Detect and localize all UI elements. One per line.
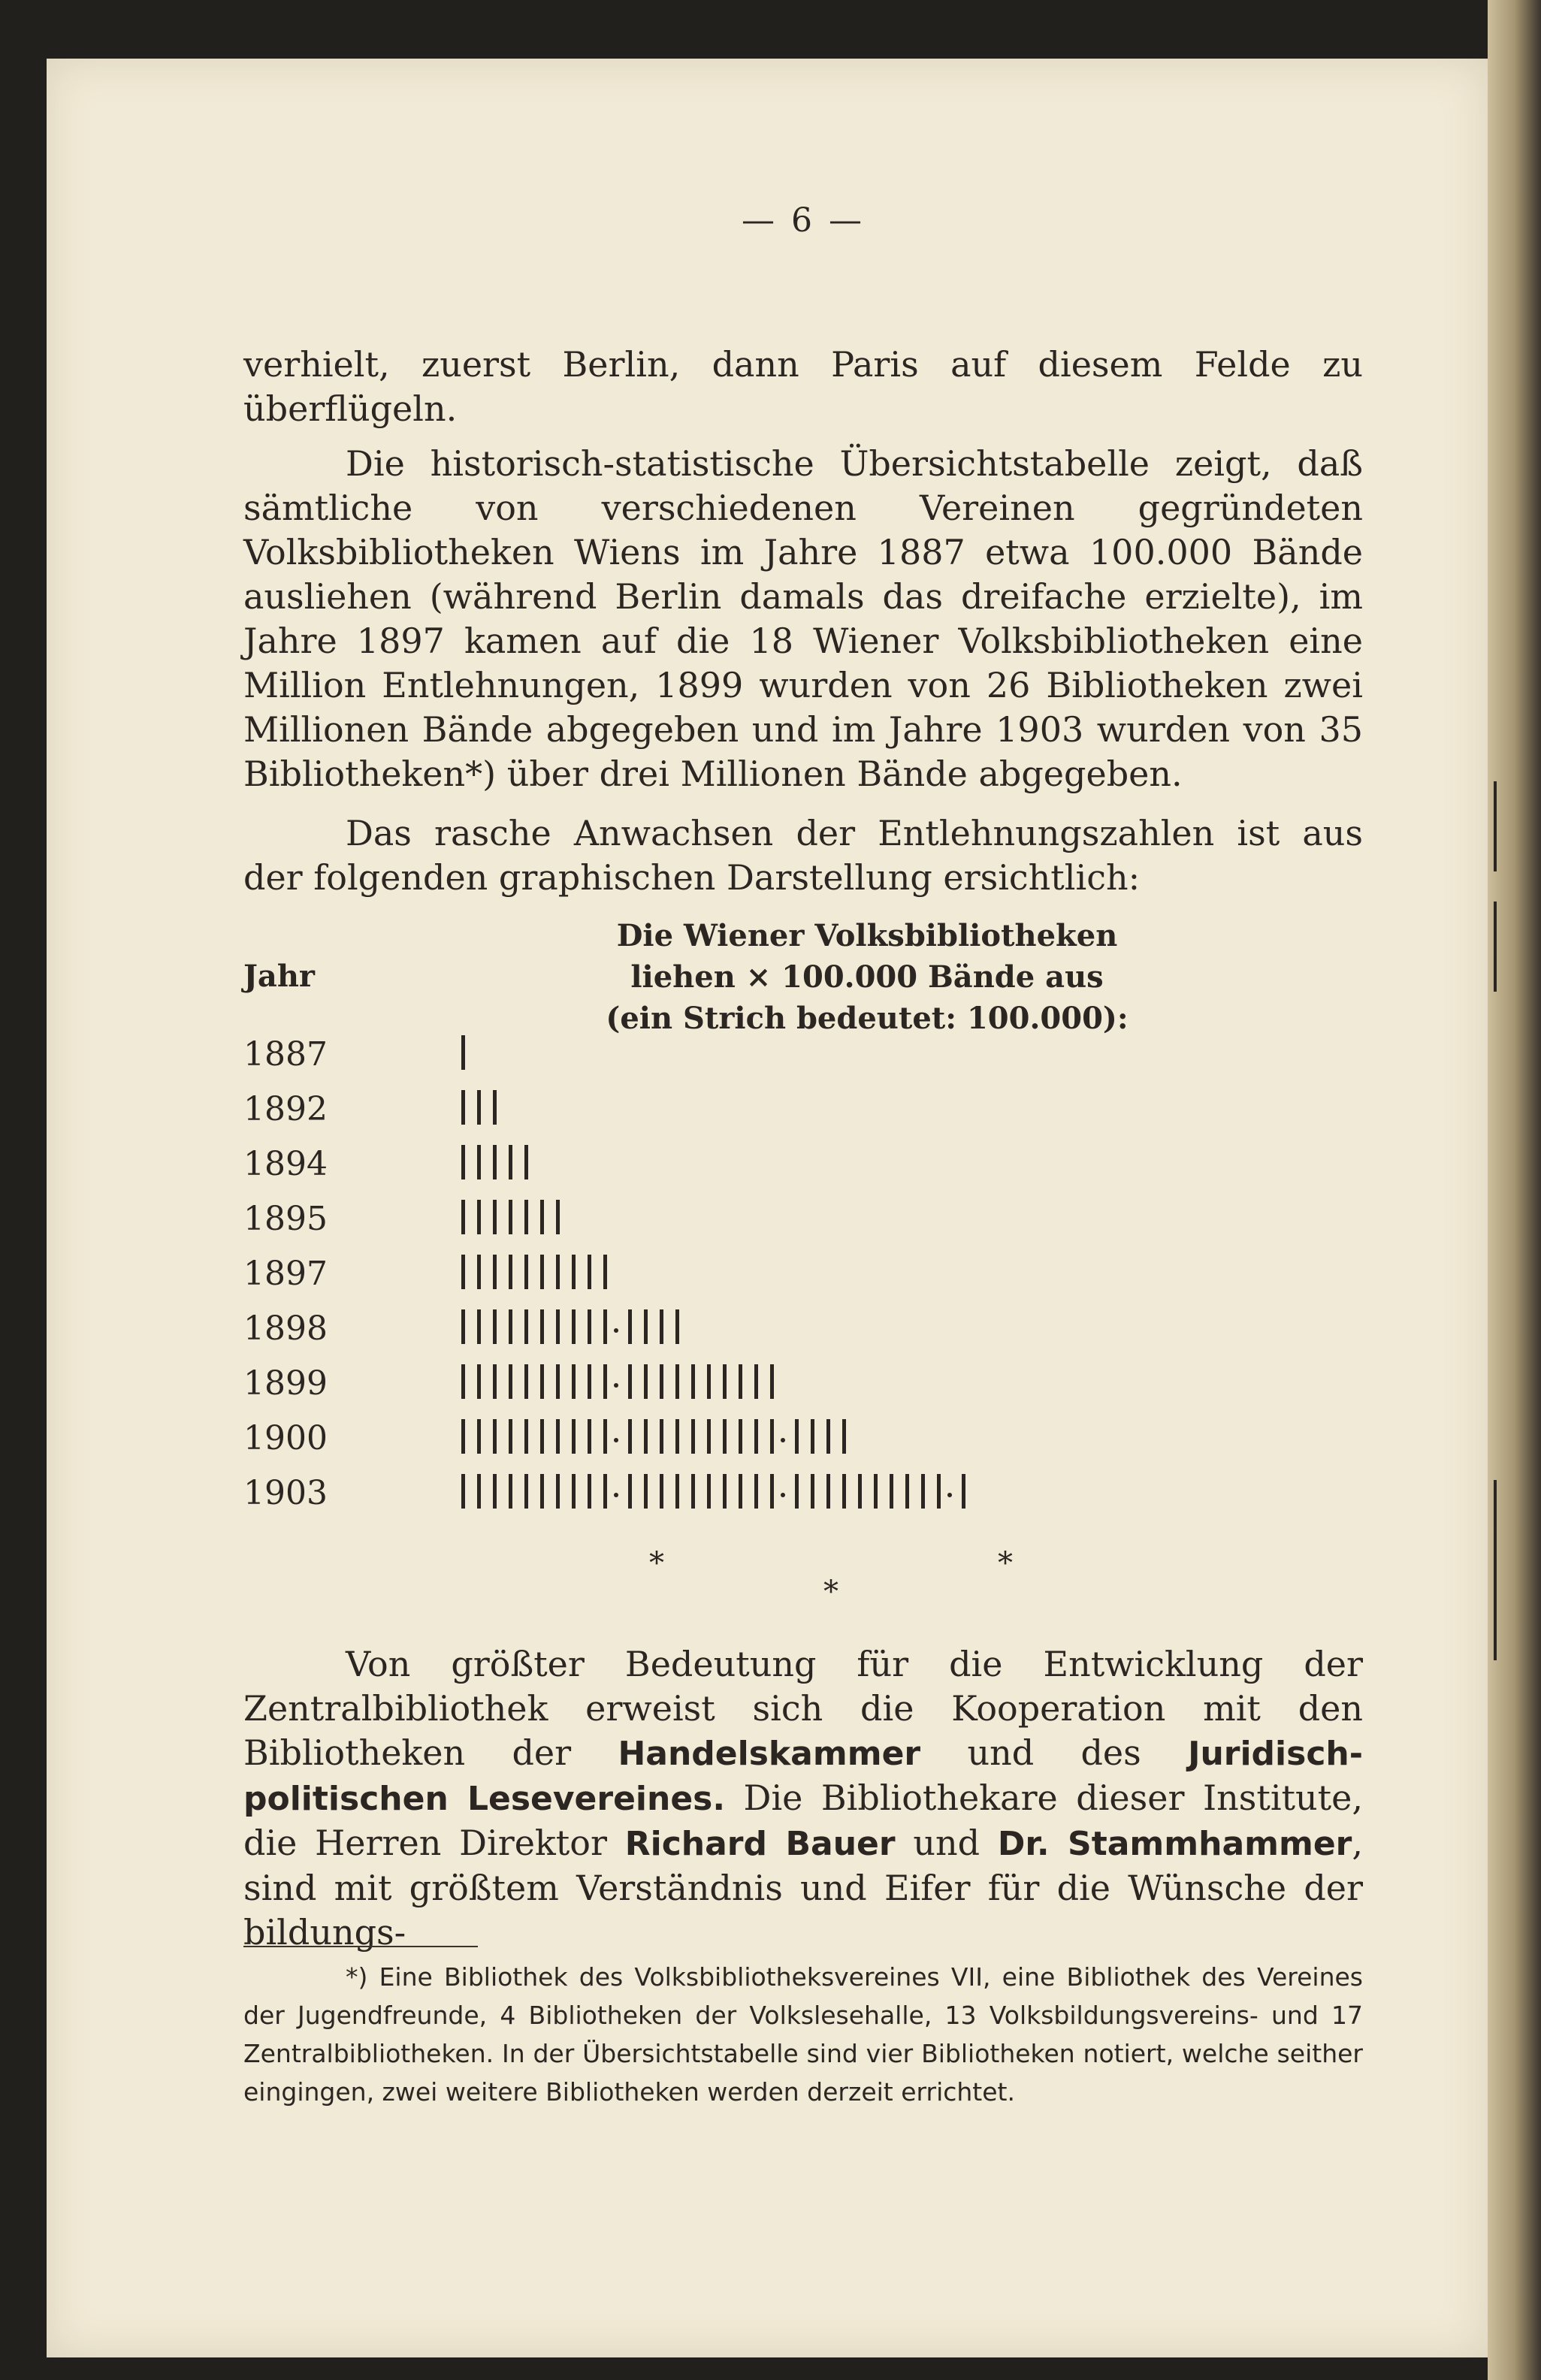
tally-stroke: [524, 1255, 528, 1289]
tally-stroke: [556, 1474, 560, 1509]
tally-stroke: [603, 1474, 607, 1509]
tally-stroke: [509, 1364, 512, 1399]
tally-stroke: [644, 1364, 648, 1399]
paragraph-2: Die historisch-statistische Übersichtstabelle zeigt, daß sämtliche von verschiedenen Vereinen gegründeten Volksbibliotheken Wiens im Jahre 1887 etwa 100.000 Bände ausliehen (während Berlin damals das dreifache erzielte), im Jahre 1897 kamen auf die 18 Wiener Volksbibliotheken eine Million Entlehnungen, 1899 wurden von 26 Bibliotheken zwei Millionen Bände abgegeben und im Jahre 1903 wurden von 35 Bibliotheken*) über drei Millionen Bände abgegeben.: [243, 443, 1363, 794]
tally-stroke: [628, 1474, 632, 1509]
tally-stroke: [588, 1419, 591, 1454]
tally-stroke: [493, 1200, 497, 1234]
page-content: [243, 59, 1363, 2357]
tally-stroke: [461, 1145, 465, 1179]
tally-stroke: [691, 1474, 695, 1509]
tally-stroke: [962, 1474, 965, 1509]
tally-stroke: [660, 1474, 663, 1509]
chart-title: [574, 915, 1160, 1039]
tally-stroke: [770, 1474, 774, 1509]
tally-stroke: [588, 1255, 591, 1289]
tally-stroke: [858, 1474, 862, 1509]
tally-stroke: [461, 1309, 465, 1344]
tally-stroke: [540, 1364, 544, 1399]
year-label: 1895: [243, 1200, 328, 1238]
tally-stroke: [826, 1474, 830, 1509]
tally-stroke: [461, 1255, 465, 1289]
tally-stroke: [477, 1145, 481, 1179]
tally-stroke: [675, 1309, 679, 1344]
tally-stroke: [509, 1309, 512, 1344]
tally-stroke: [540, 1419, 544, 1454]
tally-stroke: [524, 1474, 528, 1509]
tally-stroke: [493, 1255, 497, 1289]
tally-stroke: [461, 1474, 465, 1509]
tally-stroke: [905, 1474, 909, 1509]
binding-marks: [1488, 0, 1518, 1728]
tally-stroke: [556, 1419, 560, 1454]
tally-stroke: [556, 1255, 560, 1289]
tally-stroke: [707, 1419, 711, 1454]
binding-mark: [1494, 1585, 1497, 1660]
tally-stroke: [739, 1364, 742, 1399]
tally-stroke: [556, 1309, 560, 1344]
tally-stroke: [509, 1200, 512, 1234]
tally-stroke: [540, 1309, 544, 1344]
tally-stroke: [588, 1364, 591, 1399]
tally-stroke: [477, 1090, 481, 1125]
tally-group-dot: [614, 1328, 618, 1333]
tally-stroke: [477, 1309, 481, 1344]
tally-stroke: [493, 1090, 497, 1125]
paragraph-4-text-3: Die Bibliothekare dieser Institute, die Herren Direktor: [243, 1777, 1363, 1863]
tally-stroke: [739, 1419, 742, 1454]
tally-stroke: [754, 1364, 758, 1399]
tally-chart: [243, 1028, 1363, 1524]
year-label: 1903: [243, 1474, 328, 1512]
tally-stroke: [524, 1419, 528, 1454]
tally-stroke: [795, 1419, 799, 1454]
tally-stroke: [675, 1364, 679, 1399]
tally-stroke: [572, 1255, 576, 1289]
tally-group-dot: [947, 1493, 952, 1497]
tally-stroke: [603, 1419, 607, 1454]
tally-stroke: [644, 1474, 648, 1509]
tally-stroke: [628, 1309, 632, 1344]
tally-stroke: [644, 1419, 648, 1454]
divider-star-left: *: [649, 1546, 664, 1581]
paragraph-4-text-5: , sind mit größtem Verständnis und Eifer für die Wünsche der bildungs-: [243, 1823, 1364, 1953]
year-label: 1897: [243, 1255, 328, 1293]
divider-star-center: *: [823, 1575, 838, 1609]
chart-title-line-3: (ein Strich bedeutet: 100.000):: [606, 1001, 1129, 1036]
paragraph-3: Das rasche Anwachsen der Entlehnungszahlen ist aus der folgenden graphischen Darstellung ersichtlich:: [243, 813, 1363, 898]
tally-stroke: [572, 1474, 576, 1509]
tally-stroke: [826, 1419, 830, 1454]
tally-stroke: [691, 1419, 695, 1454]
tally-stroke: [477, 1255, 481, 1289]
tally-stroke: [572, 1364, 576, 1399]
tally-stroke: [524, 1364, 528, 1399]
tally-stroke: [770, 1419, 774, 1454]
institution-handelskammer: Handelskammer: [618, 1735, 921, 1773]
paragraph-4-text-2: und des: [920, 1732, 1189, 1773]
tally-stroke: [723, 1364, 727, 1399]
tally-stroke: [572, 1309, 576, 1344]
tally-stroke: [461, 1364, 465, 1399]
book-page: [47, 59, 1488, 2357]
paragraph-4-text-4: und: [895, 1823, 998, 1863]
tally-group-dot: [781, 1493, 785, 1497]
tally-stroke: [890, 1474, 893, 1509]
tally-stroke: [509, 1145, 512, 1179]
tally-stroke: [524, 1309, 528, 1344]
tally-group-dot: [614, 1383, 618, 1388]
tally-stroke: [739, 1474, 742, 1509]
tally-stroke: [477, 1200, 481, 1234]
tally-stroke: [707, 1364, 711, 1399]
tally-stroke: [524, 1200, 528, 1234]
tally-stroke: [477, 1474, 481, 1509]
binding-mark: [1494, 781, 1497, 871]
tally-stroke: [509, 1419, 512, 1454]
tally-stroke: [691, 1364, 695, 1399]
tally-stroke: [842, 1474, 846, 1509]
tally-stroke: [603, 1309, 607, 1344]
tally-stroke: [477, 1364, 481, 1399]
tally-stroke: [588, 1474, 591, 1509]
year-label: 1894: [243, 1145, 328, 1183]
tally-stroke: [754, 1419, 758, 1454]
tally-stroke: [660, 1419, 663, 1454]
tally-stroke: [477, 1419, 481, 1454]
year-label: 1899: [243, 1364, 328, 1403]
tally-stroke: [874, 1474, 878, 1509]
page-number: — 6 —: [742, 201, 865, 240]
tally-stroke: [493, 1309, 497, 1344]
tally-stroke: [461, 1200, 465, 1234]
tally-stroke: [603, 1364, 607, 1399]
tally-stroke: [660, 1364, 663, 1399]
tally-stroke: [707, 1474, 711, 1509]
tally-stroke: [524, 1145, 528, 1179]
section-divider: [243, 1546, 1363, 1614]
tally-stroke: [461, 1035, 465, 1070]
tally-stroke: [461, 1419, 465, 1454]
tally-stroke: [921, 1474, 925, 1509]
tally-group-dot: [781, 1438, 785, 1442]
person-richard-bauer: Richard Bauer: [624, 1825, 896, 1863]
tally-stroke: [723, 1419, 727, 1454]
tally-stroke: [509, 1474, 512, 1509]
tally-stroke: [588, 1309, 591, 1344]
year-label: 1892: [243, 1090, 328, 1128]
tally-stroke: [572, 1419, 576, 1454]
year-column-header: Jahr: [243, 959, 315, 994]
tally-stroke: [644, 1309, 648, 1344]
person-stammhammer: Dr. Stammhammer: [997, 1825, 1352, 1863]
tally-stroke: [723, 1474, 727, 1509]
binding-mark: [1494, 902, 1497, 992]
tally-stroke: [603, 1255, 607, 1289]
tally-stroke: [493, 1145, 497, 1179]
tally-stroke: [493, 1364, 497, 1399]
tally-group-dot: [614, 1438, 618, 1442]
binding-mark: [1494, 1480, 1497, 1585]
tally-stroke: [754, 1474, 758, 1509]
tally-stroke: [675, 1474, 679, 1509]
tally-stroke: [675, 1419, 679, 1454]
paragraph-4-text-1: Von größter Bedeutung für die Entwicklung der Zentralbibliothek erweist sich die Kooperation mit den Bibliotheken der: [243, 1644, 1363, 1773]
tally-stroke: [937, 1474, 941, 1509]
tally-stroke: [811, 1419, 814, 1454]
tally-stroke: [811, 1474, 814, 1509]
tally-stroke: [660, 1309, 663, 1344]
footnote: *) Eine Bibliothek des Volksbibliotheksvereines VII, eine Bibliothek des Vereines der Jugendfreunde, 4 Bibliotheken der Volkslesehalle, 13 Volksbildungsvereins- und 17 Zentralbibliotheken. In der Übersichtstabelle sind vier Bibliotheken notiert, welche seither eingingen, zwei weitere Bibliotheken werden derzeit errichtet.: [243, 1962, 1363, 2107]
tally-group-dot: [614, 1493, 618, 1497]
chart-title-line-2: liehen × 100.000 Bände aus: [630, 959, 1104, 995]
paragraph-1: verhielt, zuerst Berlin, dann Paris auf diesem Felde zu überflügeln.: [243, 344, 1363, 429]
tally-stroke: [509, 1255, 512, 1289]
tally-stroke: [540, 1474, 544, 1509]
tally-stroke: [540, 1200, 544, 1234]
footnote-rule: [243, 1946, 478, 1947]
tally-stroke: [556, 1364, 560, 1399]
tally-stroke: [540, 1255, 544, 1289]
tally-stroke: [770, 1364, 774, 1399]
tally-stroke: [556, 1200, 560, 1234]
tally-stroke: [493, 1419, 497, 1454]
paragraph-4: [243, 1642, 1363, 1955]
tally-stroke: [628, 1419, 632, 1454]
tally-stroke: [795, 1474, 799, 1509]
institution-leseverein: Juridisch-politischen Lesevereines.: [243, 1735, 1363, 1818]
tally-stroke: [461, 1090, 465, 1125]
year-label: 1900: [243, 1419, 328, 1457]
tally-stroke: [628, 1364, 632, 1399]
year-label: 1887: [243, 1035, 328, 1074]
year-label: 1898: [243, 1309, 328, 1348]
tally-stroke: [842, 1419, 846, 1454]
divider-star-right: *: [998, 1546, 1013, 1581]
tally-stroke: [493, 1474, 497, 1509]
chart-title-line-1: Die Wiener Volksbibliotheken: [616, 918, 1118, 953]
